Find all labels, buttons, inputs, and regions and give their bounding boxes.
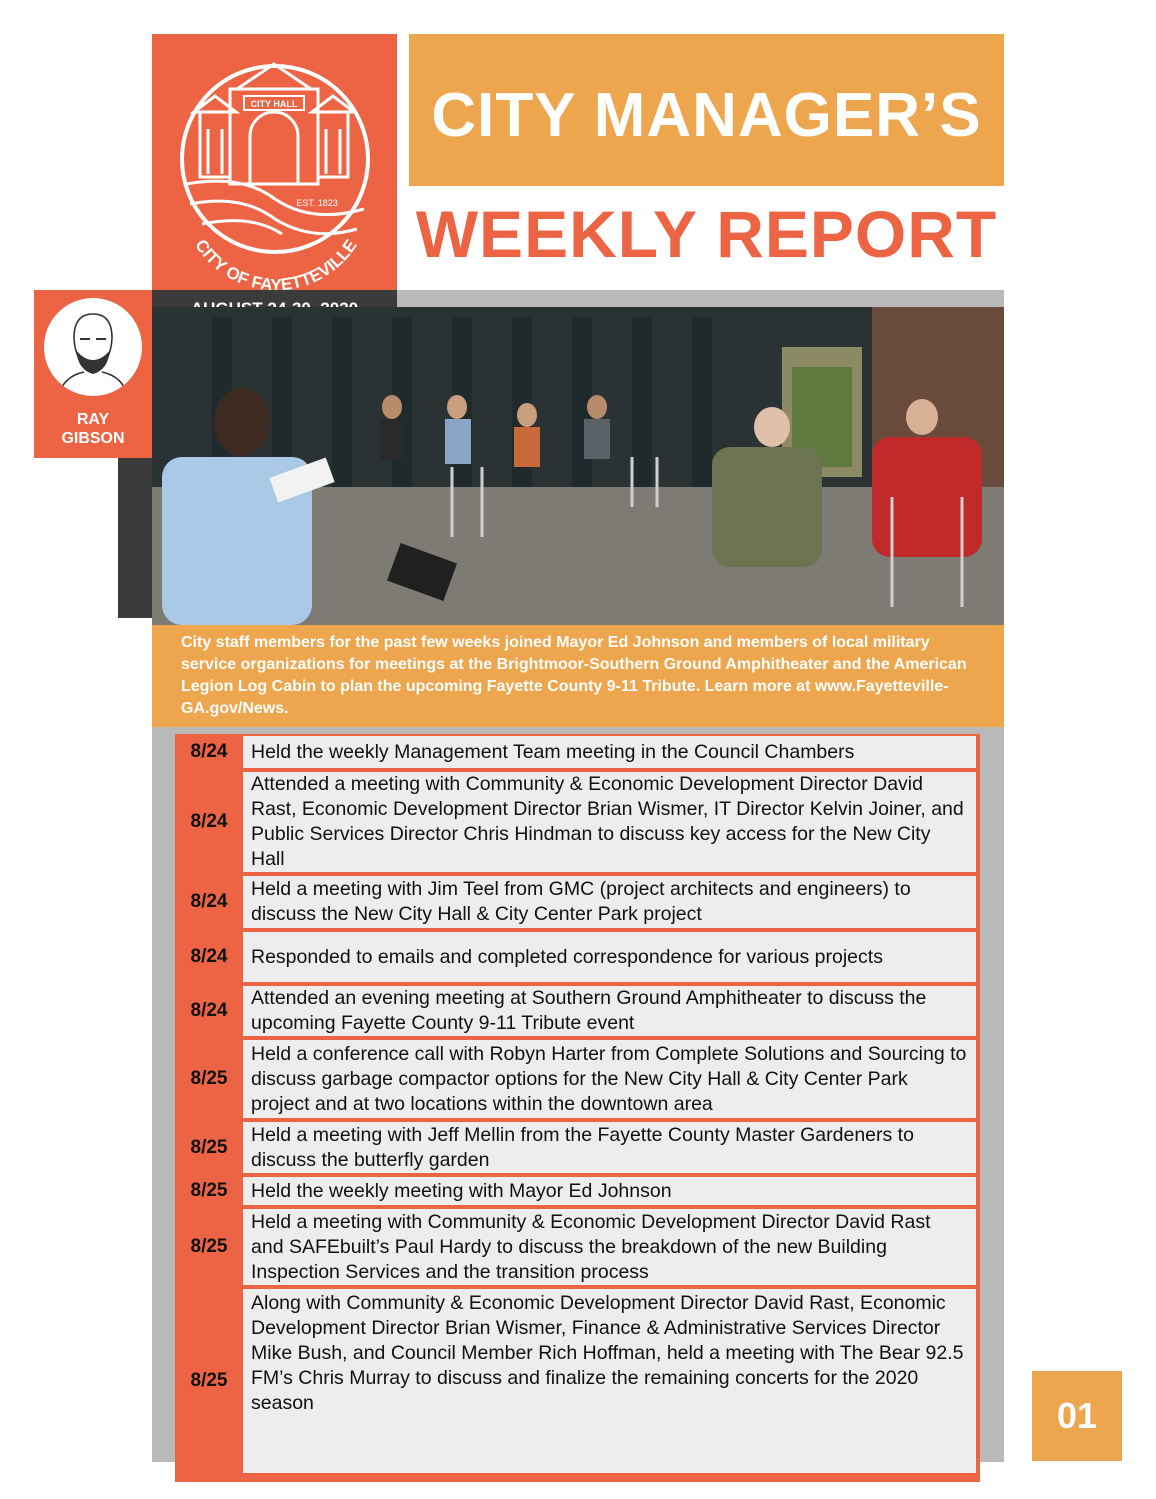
schedule-row bbox=[175, 930, 980, 984]
manager-name: RAY GIBSON bbox=[61, 411, 125, 447]
schedule-row bbox=[175, 1175, 980, 1207]
schedule-table bbox=[175, 734, 980, 1482]
schedule-description bbox=[243, 1122, 976, 1173]
schedule-description bbox=[243, 1209, 976, 1285]
amphitheater-meeting-photo bbox=[152, 307, 1004, 625]
schedule-date: 8/25 bbox=[190, 1236, 228, 1257]
schedule-description-text: Along with Community & Economic Development Director David Rast, Economic Development Director Brian Wismer, Finance & Administrative Services Director Mike Bush, and Council Member Rich Hoffman, held a meeting with The Bear 92.5 FM’s Chris Murray to discuss and finalize the remaining concerts for the 2020 season bbox=[251, 1292, 964, 1414]
svg-text:CITY HALL: CITY HALL bbox=[250, 99, 298, 109]
photo-caption bbox=[152, 625, 1004, 727]
schedule-date: 8/25 bbox=[190, 1180, 228, 1201]
schedule-description-text: Held a meeting with Jim Teel from GMC (project architects and engineers) to discuss the New City Hall & City Center Park project bbox=[251, 878, 911, 925]
page-number: 01 bbox=[1056, 1395, 1098, 1436]
schedule-description-text: Responded to emails and completed correspondence for various projects bbox=[251, 945, 883, 968]
page-number-box bbox=[1032, 1371, 1122, 1461]
continued-note: CONTINUED ON PAGE 2 bbox=[830, 1485, 975, 1499]
schedule-description-text: Held a conference call with Robyn Harter from Complete Solutions and Sourcing to discuss garbage compactor options for the New City Hall & City Center Park project and at two locations within the downtown area bbox=[251, 1042, 967, 1115]
schedule-date: 8/24 bbox=[190, 811, 228, 832]
schedule-date: 8/24 bbox=[190, 741, 228, 762]
schedule-description-text: Held the weekly Management Team meeting in the Council Chambers bbox=[251, 740, 855, 763]
schedule-row bbox=[175, 1038, 980, 1120]
schedule-row bbox=[175, 1207, 980, 1287]
schedule-description bbox=[243, 1289, 976, 1473]
schedule-date: 8/25 bbox=[190, 1068, 228, 1089]
avatar bbox=[44, 298, 142, 396]
logo-arc-text: CITY OF FAYETTEVILLE bbox=[191, 235, 361, 290]
city-logo bbox=[152, 34, 397, 290]
schedule-description-text: Attended a meeting with Community & Economic Development Director David Rast, Economic Development Director Brian Wismer, IT Director Kelvin Joiner, and Public Services Director Chris Hindman to discuss key access for the New City Hall bbox=[251, 773, 964, 870]
schedule-description bbox=[243, 986, 976, 1036]
manager-profile bbox=[34, 290, 152, 458]
decorative-strip bbox=[118, 458, 154, 618]
schedule-description-text: Held the weekly meeting with Mayor Ed Johnson bbox=[251, 1179, 672, 1202]
schedule-description bbox=[243, 876, 976, 928]
schedule-description bbox=[243, 772, 976, 872]
caption-text: City staff members for the past few weeks joined Mayor Ed Johnson and members of local military service organizations for meetings at the Brightmoor-Southern Ground Amphitheater and the American Legion Log Cabin to plan the upcoming Fayette County 9-11 Tribute. Learn more at www.Fayetteville-GA.gov/News. bbox=[181, 634, 967, 717]
schedule-description-text: Attended an evening meeting at Southern Ground Amphitheater to discuss the upcoming Fayette County 9-11 Tribute event bbox=[251, 987, 927, 1034]
schedule-row bbox=[175, 984, 980, 1038]
title-line-2: WEEKLY REPORT bbox=[415, 197, 998, 271]
schedule-row bbox=[175, 874, 980, 930]
schedule-description bbox=[243, 1040, 976, 1118]
schedule-row bbox=[175, 770, 980, 874]
schedule-row bbox=[175, 1120, 980, 1175]
schedule-date: 8/24 bbox=[190, 946, 228, 967]
schedule-description bbox=[243, 1177, 976, 1205]
meeting-photo bbox=[152, 307, 1004, 625]
title-band bbox=[409, 34, 1004, 186]
title-line-1: CITY MANAGER’S bbox=[431, 81, 982, 150]
schedule-row bbox=[175, 734, 980, 770]
schedule-description-text: Held a meeting with Jeff Mellin from the Fayette County Master Gardeners to discuss the butterfly garden bbox=[251, 1123, 914, 1171]
schedule-date: 8/25 bbox=[190, 1136, 228, 1158]
schedule-description bbox=[243, 736, 976, 768]
portrait-sketch-icon bbox=[44, 298, 142, 396]
schedule-date: 8/25 bbox=[190, 1370, 228, 1391]
svg-text:EST. 1823: EST. 1823 bbox=[296, 198, 338, 208]
schedule-description bbox=[243, 932, 976, 982]
svg-text:CITY OF FAYETTEVILLE bbox=[191, 236, 360, 290]
schedule-date: 8/24 bbox=[190, 1000, 228, 1021]
schedule-date: 8/24 bbox=[190, 891, 228, 912]
schedule-row bbox=[175, 1287, 980, 1475]
city-hall-logo-icon bbox=[152, 34, 397, 290]
schedule-description-text: Held a meeting with Community & Economic Development Director David Rast and SAFEbuilt’s Paul Hardy to discuss the breakdown of the new Building Inspection Services and the transition process bbox=[251, 1210, 931, 1283]
